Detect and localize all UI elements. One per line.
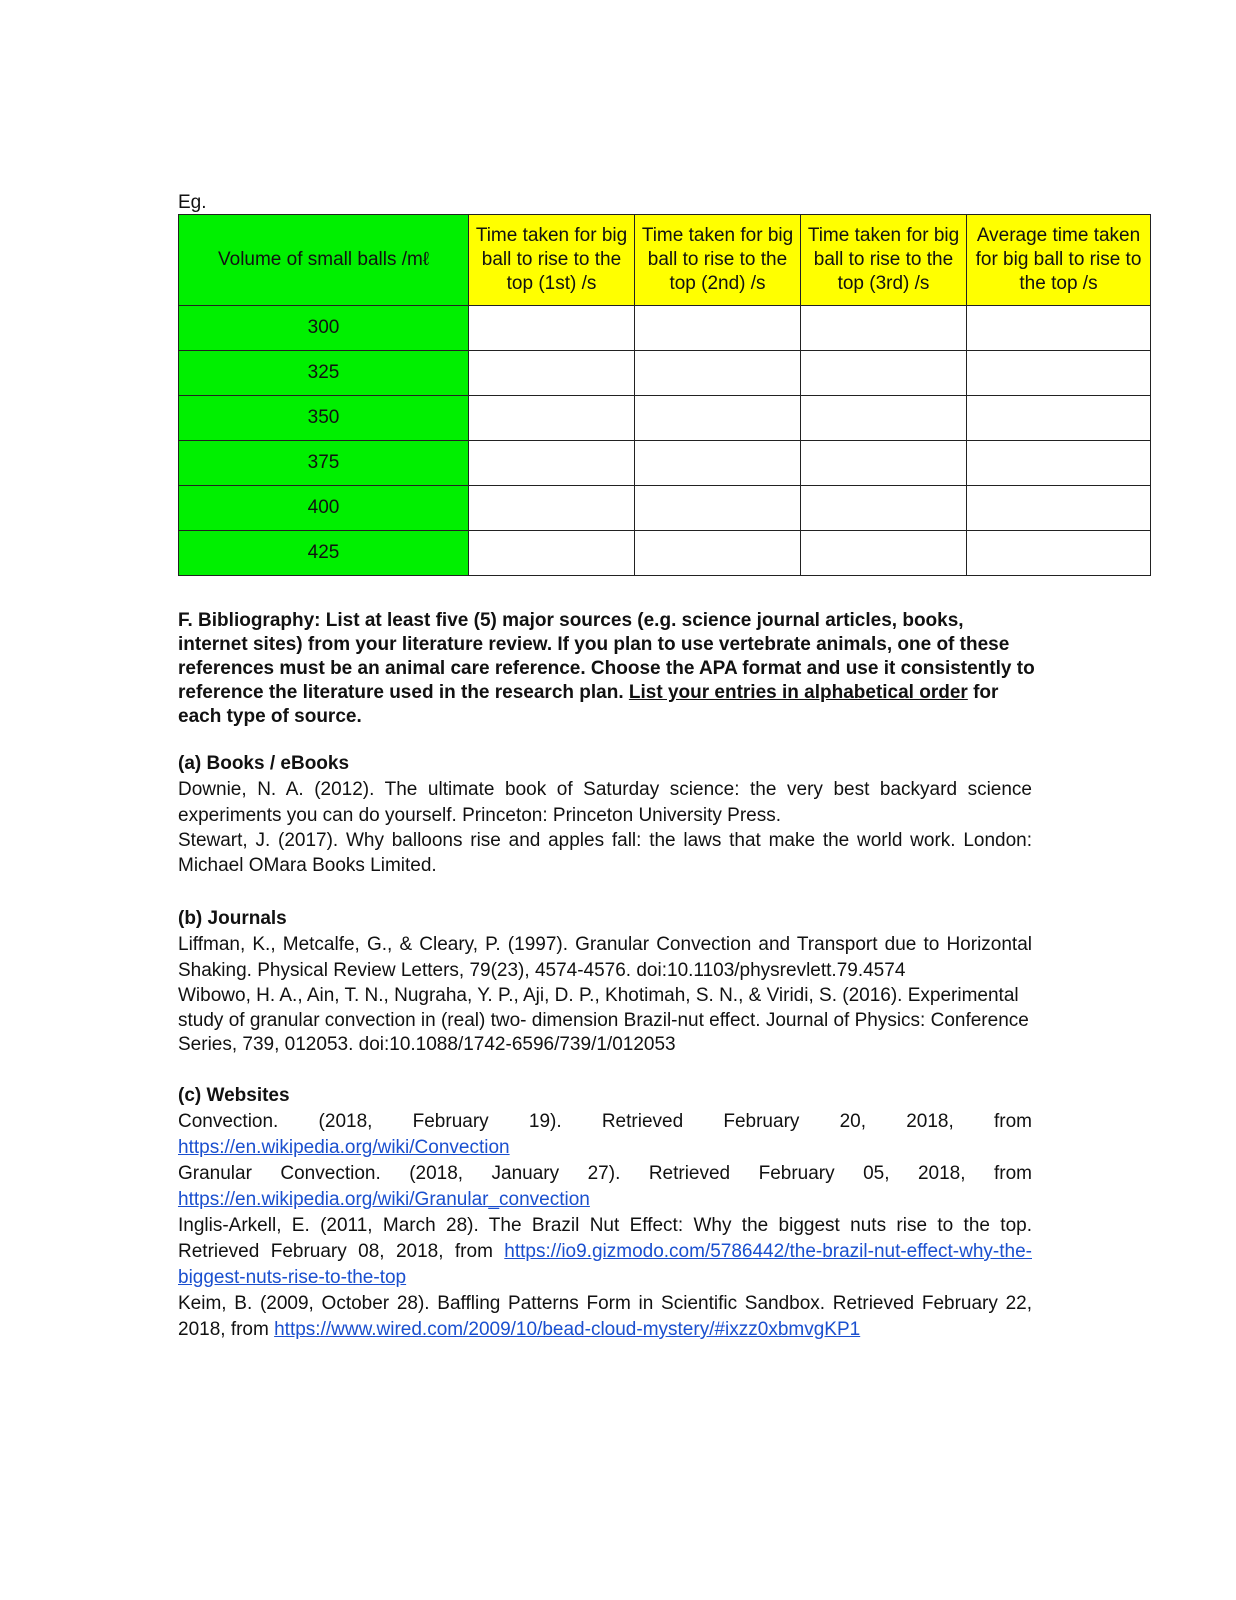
website-entry — [178, 1213, 1032, 1291]
table-row — [179, 306, 1151, 351]
website-link[interactable]: https://en.wikipedia.org/wiki/Granular_convection — [178, 1189, 590, 1210]
table-row — [179, 441, 1151, 486]
eg-label: Eg. — [178, 192, 207, 213]
journal-entry: Liffman, K., Metcalfe, G., & Cleary, P. (1997). Granular Convection and Transport due to Horizontal Shaking. Physical Review Letters, 79(23), 4574-4576. doi:10.1103/physrevlett.79.4574 — [178, 934, 1032, 981]
book-entry: Stewart, J. (2017). Why balloons rise and apples fall: the laws that make the world work. London: Michael OMara Books Limited. — [178, 830, 1032, 876]
website-link[interactable]: https://en.wikipedia.org/wiki/Convection — [178, 1137, 510, 1158]
journal-entry: Wibowo, H. A., Ain, T. N., Nugraha, Y. P., Aji, D. P., Khotimah, S. N., & Viridi, S. (2016). Experimental study of granular convection in (real) two- dimension Brazil-nut effect. Journal of Physics: Conference Series, 739, 012053. doi:10.1088/1742-6596/739/1/012053 — [178, 985, 1029, 1055]
books-heading: (a) Books / eBooks — [178, 753, 350, 774]
trial-1-cell[interactable] — [469, 351, 635, 396]
header-average: Average time taken for big ball to rise to the top /s — [967, 215, 1151, 306]
volume-cell: 375 — [179, 441, 469, 486]
volume-cell: 350 — [179, 396, 469, 441]
results-table — [178, 214, 1151, 576]
website-citation: Keim, B. (2009, October 28). Baffling Patterns Form in Scientific Sandbox. Retrieved February 22, 2018, from — [178, 1293, 1032, 1340]
volume-cell: 425 — [179, 531, 469, 576]
trial-2-cell[interactable] — [635, 441, 801, 486]
volume-cell: 325 — [179, 351, 469, 396]
website-link[interactable]: https://io9.gizmodo.com/5786442/the-brazil-nut-effect-why-the-biggest-nuts-rise-to-the-top — [178, 1241, 1032, 1288]
website-citation: Convection. (2018, February 19). Retrieved February 20, 2018, from — [178, 1111, 1032, 1132]
journals-heading: (b) Journals — [178, 908, 287, 929]
instructions-underlined: List your entries in alphabetical order — [628, 682, 968, 703]
trial-1-cell[interactable] — [469, 441, 635, 486]
table-row — [179, 486, 1151, 531]
website-citation: Inglis-Arkell, E. (2011, March 28). The Brazil Nut Effect: Why the biggest nuts rise to the top. Retrieved February 08, 2018, from — [178, 1215, 1032, 1262]
instructions-text: F. Bibliography: List at least five (5) major sources (e.g. science journal articles, books, internet sites) from your literature review. If you plan to use vertebrate animals, one of these references must be an animal care reference. Choose the APA format and use it consistently to reference the literature used in the research plan. — [178, 610, 1035, 703]
bibliography-instructions — [178, 609, 1038, 729]
trial-1-cell[interactable] — [469, 396, 635, 441]
trial-1-cell[interactable] — [469, 306, 635, 351]
header-trial-2: Time taken for big ball to rise to the top (2nd) /s — [635, 215, 801, 306]
trial-3-cell[interactable] — [801, 396, 967, 441]
trial-2-cell[interactable] — [635, 396, 801, 441]
trial-3-cell[interactable] — [801, 441, 967, 486]
average-cell[interactable] — [967, 531, 1151, 576]
table-row — [179, 351, 1151, 396]
average-cell[interactable] — [967, 306, 1151, 351]
table-row — [179, 396, 1151, 441]
header-trial-1: Time taken for big ball to rise to the top (1st) /s — [469, 215, 635, 306]
volume-cell: 400 — [179, 486, 469, 531]
website-entry — [178, 1291, 1032, 1343]
trial-1-cell[interactable] — [469, 531, 635, 576]
trial-3-cell[interactable] — [801, 486, 967, 531]
trial-2-cell[interactable] — [635, 351, 801, 396]
website-entry — [178, 1161, 1032, 1213]
trial-3-cell[interactable] — [801, 306, 967, 351]
trial-3-cell[interactable] — [801, 351, 967, 396]
trial-3-cell[interactable] — [801, 531, 967, 576]
average-cell[interactable] — [967, 396, 1151, 441]
website-entry — [178, 1109, 1032, 1161]
websites-section — [178, 1083, 1032, 1343]
website-citation: Granular Convection. (2018, January 27). Retrieved February 05, 2018, from — [178, 1163, 1032, 1184]
volume-cell: 300 — [179, 306, 469, 351]
table-header-row — [179, 215, 1151, 306]
websites-heading: (c) Websites — [178, 1085, 290, 1106]
book-entry: Downie, N. A. (2012). The ultimate book of Saturday science: the very best backyard science experiments you can do yourself. Princeton: Princeton University Press. — [178, 779, 1032, 826]
header-trial-3: Time taken for big ball to rise to the top (3rd) /s — [801, 215, 967, 306]
average-cell[interactable] — [967, 351, 1151, 396]
average-cell[interactable] — [967, 486, 1151, 531]
header-volume: Volume of small balls /mℓ — [179, 215, 469, 306]
trial-2-cell[interactable] — [635, 531, 801, 576]
journals-section — [178, 906, 1032, 1058]
instructions-text-end: for each type of source. — [178, 682, 999, 727]
average-cell[interactable] — [967, 441, 1151, 486]
trial-2-cell[interactable] — [635, 486, 801, 531]
books-section — [178, 751, 1032, 878]
trial-1-cell[interactable] — [469, 486, 635, 531]
trial-2-cell[interactable] — [635, 306, 801, 351]
website-link[interactable]: https://www.wired.com/2009/10/bead-cloud-mystery/#ixzz0xbmvgKP1 — [274, 1319, 861, 1340]
table-row — [179, 531, 1151, 576]
